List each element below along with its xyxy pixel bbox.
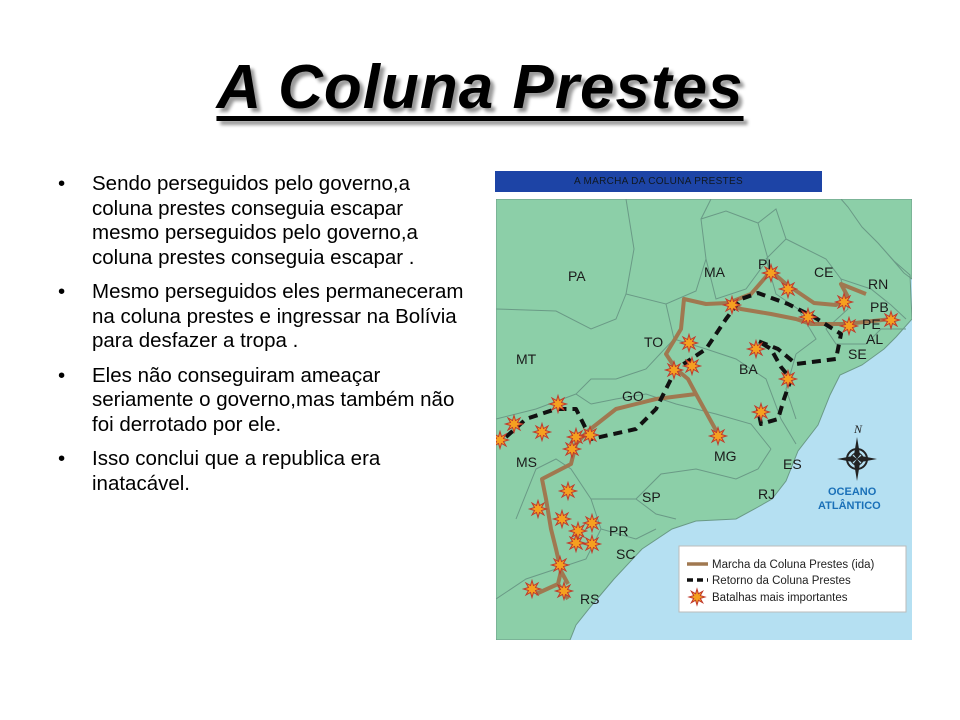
legend-battle-icon [689, 589, 705, 605]
ocean-label-line2: ATLÂNTICO [818, 500, 881, 512]
prestes-route-map [496, 199, 912, 640]
battle-star-icon [524, 581, 541, 598]
battle-star-icon [800, 309, 817, 326]
battle-star-icon [564, 441, 581, 458]
bullet-text: Eles não conseguiram ameaçar seriamente o governo,mas também não foi derrotado por ele. [92, 363, 455, 436]
battle-star-icon [584, 536, 601, 553]
state-label-sc: SC [616, 546, 636, 562]
battle-star-icon [724, 297, 741, 314]
bullet-item [58, 280, 468, 354]
battle-star-icon [554, 511, 571, 528]
battle-star-icon [710, 428, 727, 445]
state-label-pe: PE [862, 316, 881, 332]
state-label-go: GO [622, 388, 644, 404]
state-label-rj: RJ [758, 486, 776, 502]
bullet-item [58, 364, 468, 438]
bullet-text: Sendo perseguidos pelo governo,a coluna prestes conseguia escapar mesmo perseguidos pelo governo,a coluna prestes conseguia escapar . [92, 172, 418, 269]
slide-title: A Coluna Prestes [216, 53, 744, 122]
battle-star-icon [582, 427, 599, 444]
battle-star-icon [681, 335, 698, 352]
battle-star-icon [841, 318, 858, 335]
map-legend [679, 546, 906, 612]
bullet-item [58, 172, 468, 270]
state-label-ba: BA [739, 361, 758, 377]
battle-star-icon [753, 404, 770, 421]
state-label-mt: MT [516, 351, 537, 367]
bullet-dot: • [58, 172, 66, 195]
legend-retorno-label: Retorno da Coluna Prestes [712, 575, 851, 587]
state-label-ms: MS [516, 454, 537, 470]
bullet-text: Mesmo perseguidos eles permaneceram na coluna prestes e ingressar na Bolívia para desfazer a tropa . [92, 280, 464, 352]
battle-star-icon [780, 371, 797, 388]
compass-north-label: N [854, 422, 863, 436]
battle-star-icon [584, 515, 601, 532]
state-label-ce: CE [814, 264, 834, 280]
state-label-pr: PR [609, 523, 629, 539]
battle-star-icon [534, 424, 551, 441]
state-label-pa: PA [568, 268, 586, 284]
bullet-item [58, 447, 468, 496]
battle-star-icon [780, 281, 797, 298]
battle-star-icon [550, 396, 567, 413]
battle-star-icon [568, 535, 585, 552]
state-label-rn: RN [868, 276, 889, 292]
battle-star-icon [836, 294, 853, 311]
state-label-pb: PB [870, 299, 889, 315]
battle-star-icon [560, 483, 577, 500]
state-label-to: TO [644, 334, 664, 350]
bullet-dot: • [58, 280, 66, 303]
battle-star-icon [748, 341, 765, 358]
state-label-pi: PI [758, 256, 772, 272]
battle-star-icon [552, 557, 569, 574]
battle-star-icon [568, 429, 585, 446]
state-label-sp: SP [642, 489, 661, 505]
state-label-es: ES [783, 456, 802, 472]
legend-battle-label: Batalhas mais importantes [712, 592, 848, 604]
state-label-mg: MG [714, 448, 737, 464]
ocean-label-line1: OCEANO [828, 486, 877, 498]
battle-star-icon [556, 583, 573, 600]
battle-star-icon [666, 362, 683, 379]
state-label-al: AL [866, 331, 884, 347]
state-label-se: SE [848, 346, 867, 362]
battle-star-icon [689, 589, 705, 605]
battle-star-icon [530, 501, 547, 518]
bullet-dot: • [58, 363, 66, 387]
battle-star-icon [684, 358, 701, 375]
legend-ida-label: Marcha da Coluna Prestes (ida) [712, 559, 875, 571]
battle-star-icon [570, 523, 587, 540]
battle-star-icon [506, 416, 523, 433]
bullet-text: Isso conclui que a republica era inatacável. [92, 447, 381, 495]
bullet-dot: • [58, 447, 66, 470]
state-label-rs: RS [580, 591, 600, 607]
map-header: A MARCHA DA COLUNA PRESTES [495, 171, 822, 192]
state-label-ma: MA [704, 264, 725, 280]
bullet-list [58, 172, 468, 506]
